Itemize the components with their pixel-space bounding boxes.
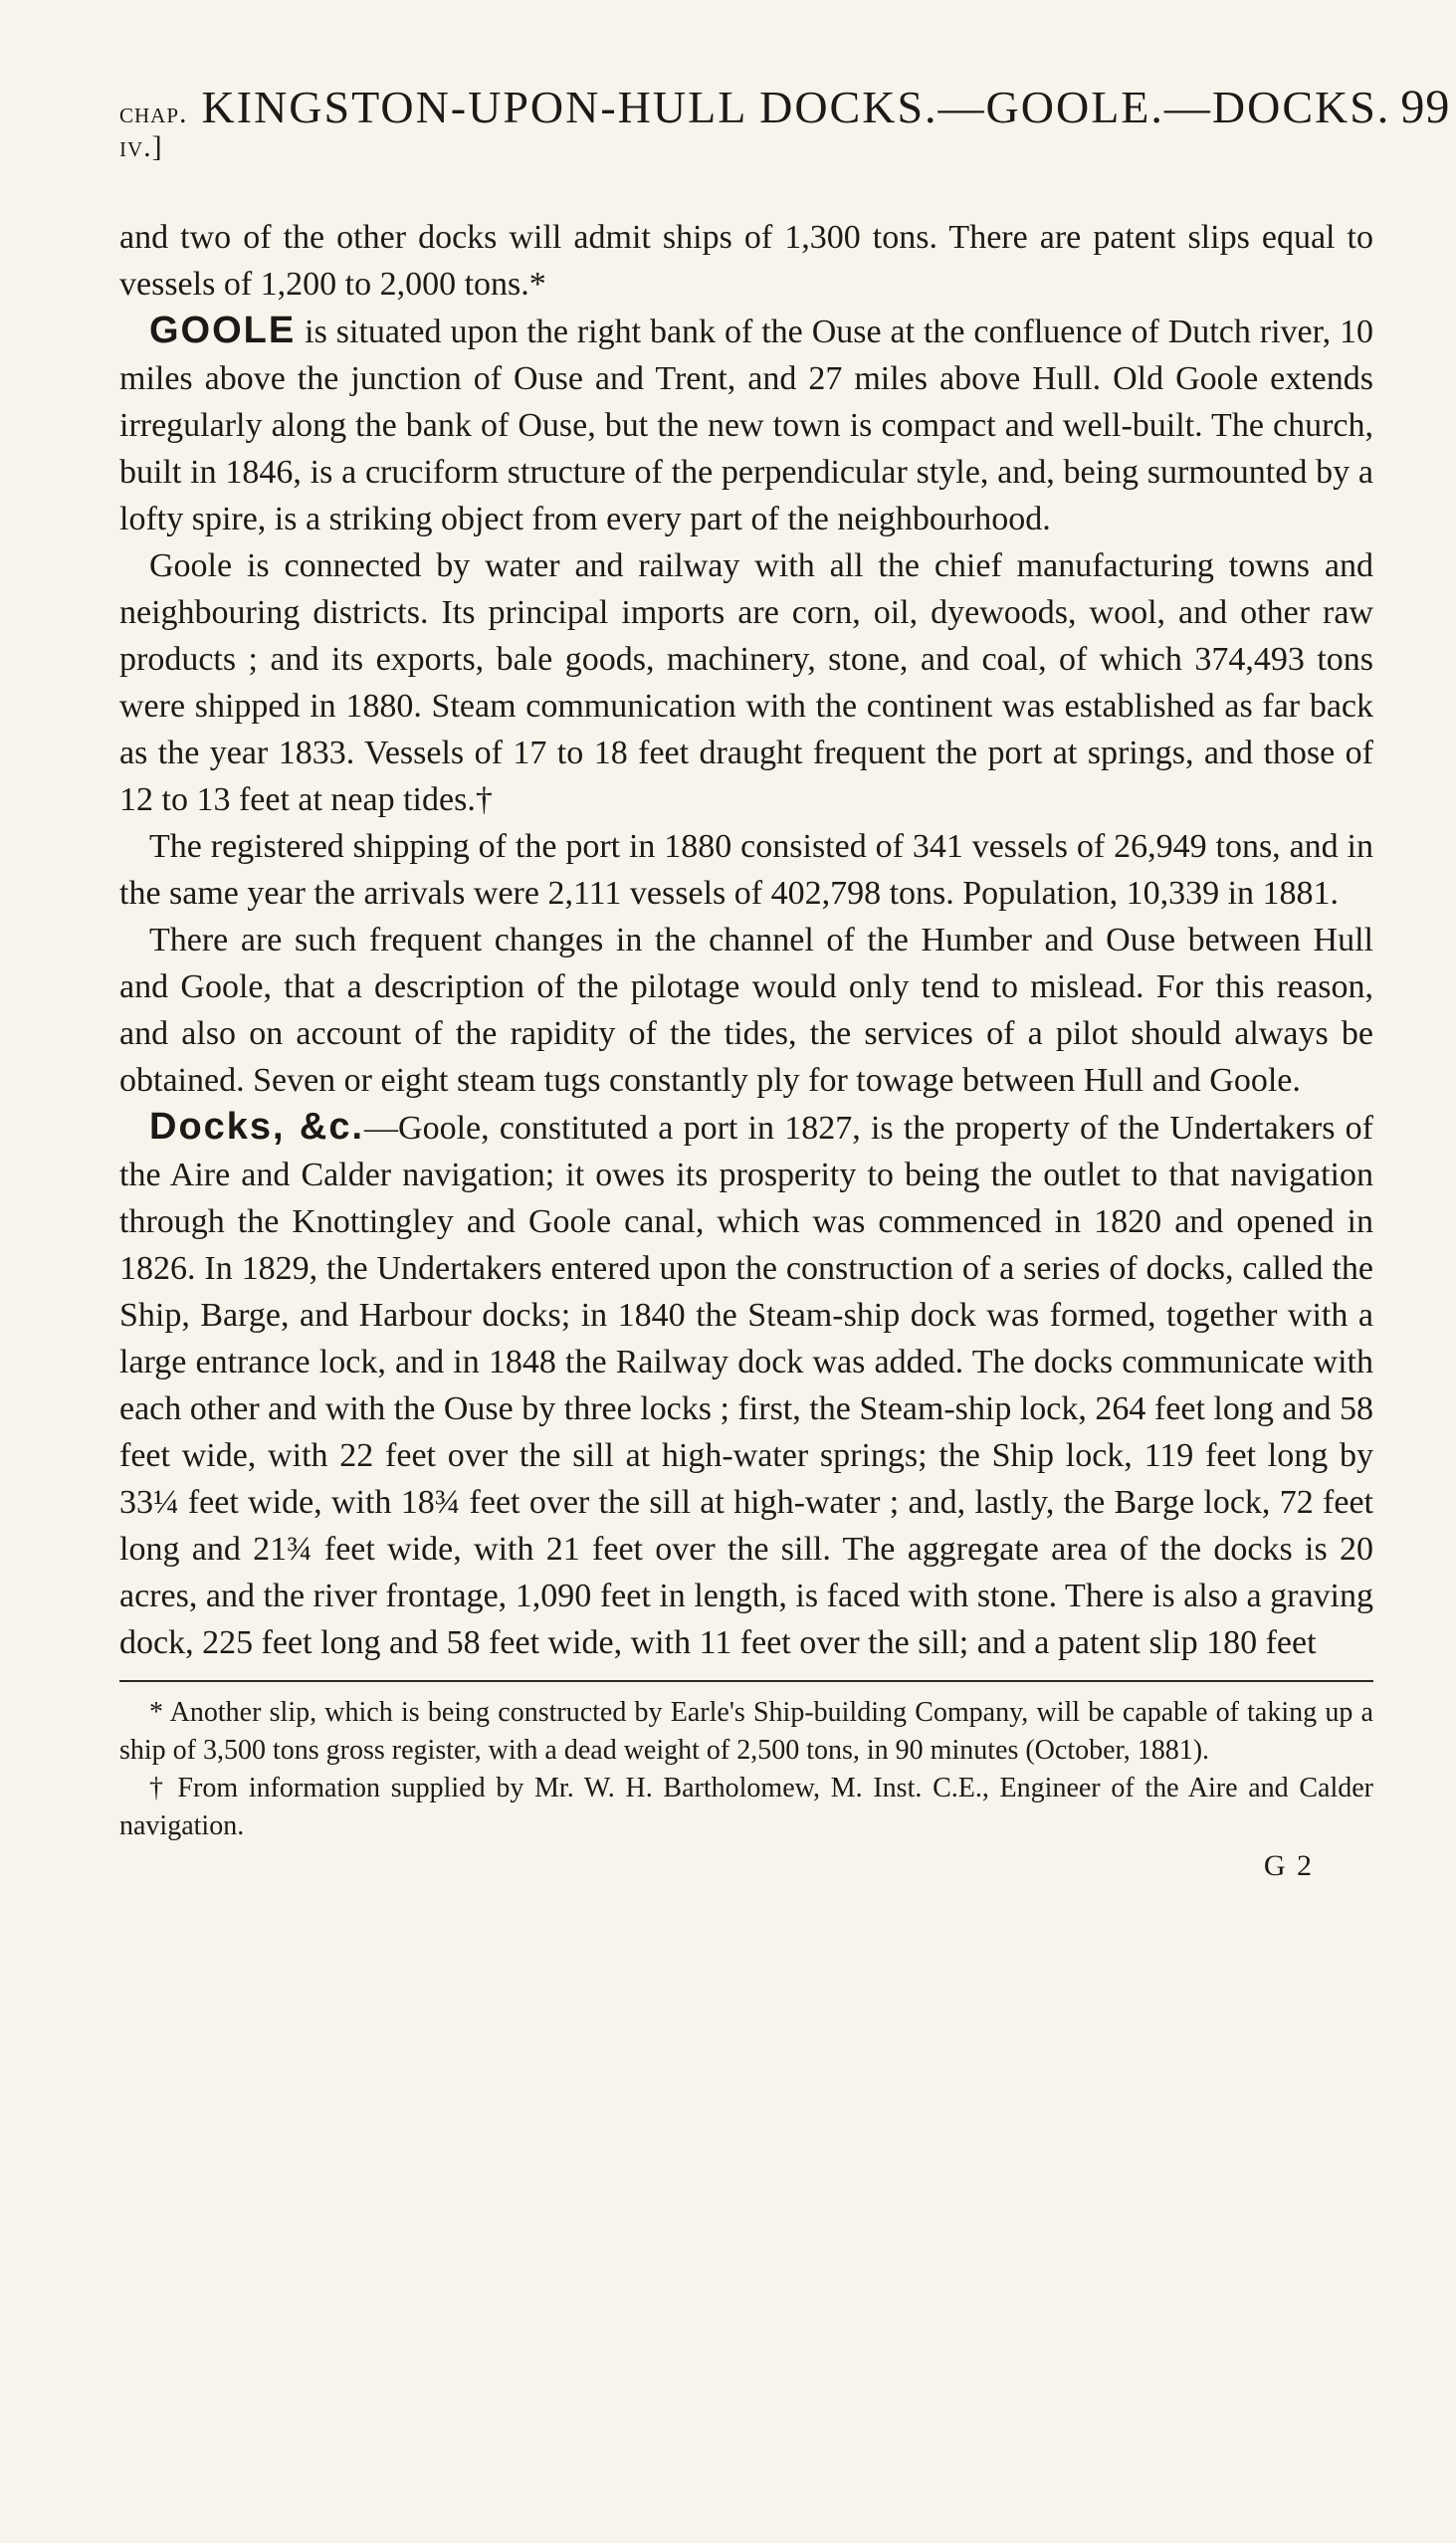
paragraph-trade: Goole is connected by water and railway with all the chief manufacturing towns and neighbouring districts. Its principal imports are corn, oil, dyewoods, wool, and other raw products ; and its exports, bale goods, machinery, stone, and coal, of which 374,493 tons were shipped in 1880. Steam communication with the continent was established as far back as the year 1833. Vessels of 17 to 18 feet draught frequent the port at springs, and those of 12 to 13 feet at neap tides.†: [119, 547, 1373, 818]
body-text: [119, 214, 1373, 1666]
paragraph-goole-text: is situated upon the right bank of the Ouse at the confluence of Dutch river, 10 miles above the junction of Ouse and Trent, and 27 miles above Hull. Old Goole extends irregularly along the bank of Ouse, but the new town is compact and well-built. The church, built in 1846, is a cruciform structure of the perpendicular style, and, being surmounted by a lofty spire, is a striking object from every part of the neighbourhood.: [119, 314, 1373, 537]
chapter-label: chap. iv.]: [119, 97, 188, 163]
footnote-dagger: † From information supplied by Mr. W. H. Bartholomew, M. Inst. C.E., Engineer of the Aire and Calder navigation.: [119, 1773, 1373, 1841]
section-heading-goole: GOOLE: [149, 310, 297, 351]
footnotes: [119, 1694, 1373, 1845]
book-page: [119, 80, 1451, 1883]
footnote-divider: [119, 1680, 1373, 1682]
paragraph-pilotage: There are such frequent changes in the channel of the Humber and Ouse between Hull and Goole, that a description of the pilotage would only tend to mislead. For this reason, and also on account of the rapidity of the tides, the services of a pilot should always be obtained. Seven or eight steam tugs constantly ply for towage between Hull and Goole.: [119, 922, 1373, 1099]
signature-mark: G 2: [1263, 1849, 1314, 1882]
paragraph-shipping: The registered shipping of the port in 1880 consisted of 341 vessels of 26,949 tons, and in the same year the arrivals were 2,111 vessels of 402,798 tons. Population, 10,339 in 1881.: [119, 828, 1373, 912]
footnote-asterisk: * Another slip, which is being constructed by Earle's Ship-building Company, will be capable of taking up a ship of 3,500 tons gross register, with a dead weight of 2,500 tons, in 90 minutes (October, 1881).: [119, 1697, 1373, 1766]
page-number: 99: [1400, 81, 1451, 133]
paragraph-goole: [119, 308, 1373, 542]
paragraph-docks-text: —Goole, constituted a port in 1827, is the property of the Undertakers of the Aire and Calder navigation; it owes its prosperity to being the outlet to that navigation through the Knottingley and Goole canal, which was commenced in 1820 and opened in 1826. In 1829, the Undertakers entered upon the construction of a series of docks, called the Ship, Barge, and Harbour docks; in 1840 the Steam-ship dock was formed, together with a large entrance lock, and in 1848 the Railway dock was added. The docks communicate with each other and with the Ouse by three locks ; first, the Steam-ship lock, 264 feet long and 58 feet wide, with 22 feet over the sill at high-water springs; the Ship lock, 119 feet long by 33¼ feet wide, with 18¾ feet over the sill at high-water ; and, lastly, the Barge lock, 72 feet long and 21¾ feet wide, with 21 feet over the sill. The aggregate area of the docks is 20 acres, and the river frontage, 1,090 feet in length, is faced with stone. There is also a graving dock, 225 feet long and 58 feet wide, with 11 feet over the sill; and a patent slip 180 feet: [119, 1110, 1373, 1661]
section-heading-docks: Docks, &c.: [149, 1106, 365, 1148]
running-header: [119, 80, 1451, 164]
running-title: KINGSTON-UPON-HULL DOCKS.—GOOLE.—DOCKS.: [201, 82, 1391, 132]
paragraph-docks: [119, 1104, 1373, 1666]
paragraph-continued: and two of the other docks will admit ships of 1,300 tons. There are patent slips equal to vessels of 1,200 to 2,000 tons.*: [119, 219, 1373, 303]
